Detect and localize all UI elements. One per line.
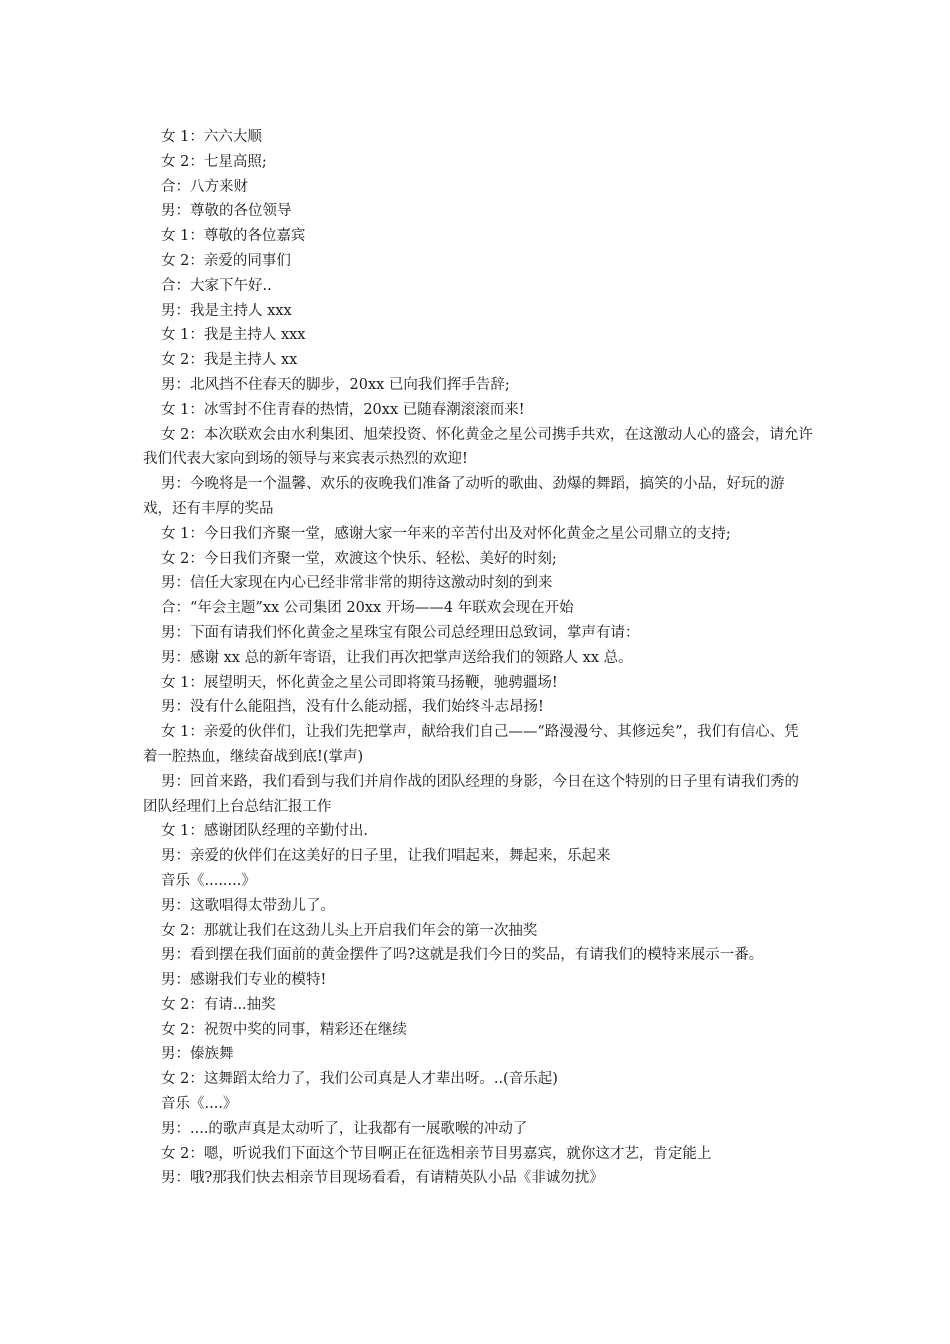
script-line: 合：八方来财 xyxy=(161,178,248,195)
script-line: 女 1：我是主持人 xxx xyxy=(161,327,306,344)
script-line: 女 1：尊敬的各位嘉宾 xyxy=(161,228,306,245)
script-line: 女 2：亲爱的同事们 xyxy=(161,252,291,269)
script-line: 男：感谢 xx 总的新年寄语，让我们再次把掌声送给我们的领路人 xx 总。 xyxy=(161,649,633,666)
script-line: 女 2：有请...抽奖 xyxy=(161,996,276,1013)
script-line: 女 2：今日我们齐聚一堂，欢渡这个快乐、轻松、美好的时刻; xyxy=(161,550,557,567)
script-line: 男：亲爱的伙伴们在这美好的日子里，让我们唱起来，舞起来，乐起来 xyxy=(161,848,611,865)
script-line: 男：回首来路，我们看到与我们并肩作战的团队经理的身影，今日在这个特别的日子里有请我们秀的团队经理们上台总结汇报工作 xyxy=(143,773,799,815)
script-line: 女 2：嗯，听说我们下面这个节目啊正在征选相亲节目男嘉宾，就你这才艺，肯定能上 xyxy=(161,1145,712,1162)
script-line: 男：看到摆在我们面前的黄金摆件了吗?这就是我们今日的奖品，有请我们的模特来展示一番。 xyxy=(161,947,764,964)
script-line: 音乐《....》 xyxy=(161,1096,238,1113)
script-line: 男：....的歌声真是太动听了，让我都有一展歌喉的冲动了 xyxy=(161,1120,528,1137)
script-line: 男：尊敬的各位领导 xyxy=(161,203,292,220)
script-line: 男：信任大家现在内心已经非常非常的期待这激动时刻的到来 xyxy=(161,575,553,592)
script-line: 合：“年会主题”xx 公司集团 20xx 开场——4 年联欢会现在开始 xyxy=(161,600,574,617)
script-line: 女 2：本次联欢会由水利集团、旭荣投资、怀化黄金之星公司携手共欢，在这激动人心的盛会，请允许我们代表大家向到场的领导与来宾表示热烈的欢迎! xyxy=(143,426,813,468)
script-line: 女 1：展望明天，怀化黄金之星公司即将策马扬鞭，驰骋疆场! xyxy=(161,674,558,691)
script-line: 女 2：七星高照; xyxy=(161,153,267,170)
script-line: 男：感谢我们专业的模特! xyxy=(161,972,327,989)
script-line: 合：大家下午好.. xyxy=(161,277,272,294)
script-line: 男：北风挡不住春天的脚步，20xx 已向我们挥手告辞; xyxy=(161,376,510,393)
script-line: 女 2：那就让我们在这劲儿头上开启我们年会的第一次抽奖 xyxy=(161,922,538,939)
script-line: 女 1：亲爱的伙伴们，让我们先把掌声，献给我们自己——“路漫漫兮、其修远矣”，我们有信心、凭着一腔热血，继续奋战到底!(掌声) xyxy=(143,724,799,765)
script-line: 男：傣族舞 xyxy=(161,1046,234,1063)
script-line: 男：哦?那我们快去相亲节目现场看看，有请精英队小品《非诚勿扰》 xyxy=(161,1170,604,1187)
script-line: 女 2：我是主持人 xx xyxy=(161,352,298,369)
script-line: 男：没有什么能阻挡，没有什么能动摇，我们始终斗志昂扬! xyxy=(161,699,544,716)
script-line: 女 2：这舞蹈太给力了，我们公司真是人才辈出呀。..(音乐起) xyxy=(161,1071,558,1088)
script-line: 男：我是主持人 xxx xyxy=(161,302,292,319)
script-line: 女 1：冰雪封不住青春的热情，20xx 已随春潮滚滚而来! xyxy=(161,401,525,418)
script-line: 女 2：祝贺中奖的同事，精彩还在继续 xyxy=(161,1021,407,1038)
script-line: 男：下面有请我们怀化黄金之星珠宝有限公司总经理田总致词，掌声有请： xyxy=(161,624,640,641)
script-line: 女 1：今日我们齐聚一堂，感谢大家一年来的辛苦付出及对怀化黄金之星公司鼎立的支持; xyxy=(161,525,731,542)
script-line: 女 1：六六大顺 xyxy=(161,129,262,145)
script-line: 音乐《........》 xyxy=(161,872,256,889)
script-line: 女 1：感谢团队经理的辛勤付出. xyxy=(161,823,368,840)
document-body xyxy=(143,125,813,1191)
script-line: 男：这歌唱得太带劲儿了。 xyxy=(161,897,335,914)
script-line: 男：今晚将是一个温馨、欢乐的夜晚我们准备了动听的歌曲、劲爆的舞蹈，搞笑的小品，好玩的游戏，还有丰厚的奖品 xyxy=(143,476,785,517)
